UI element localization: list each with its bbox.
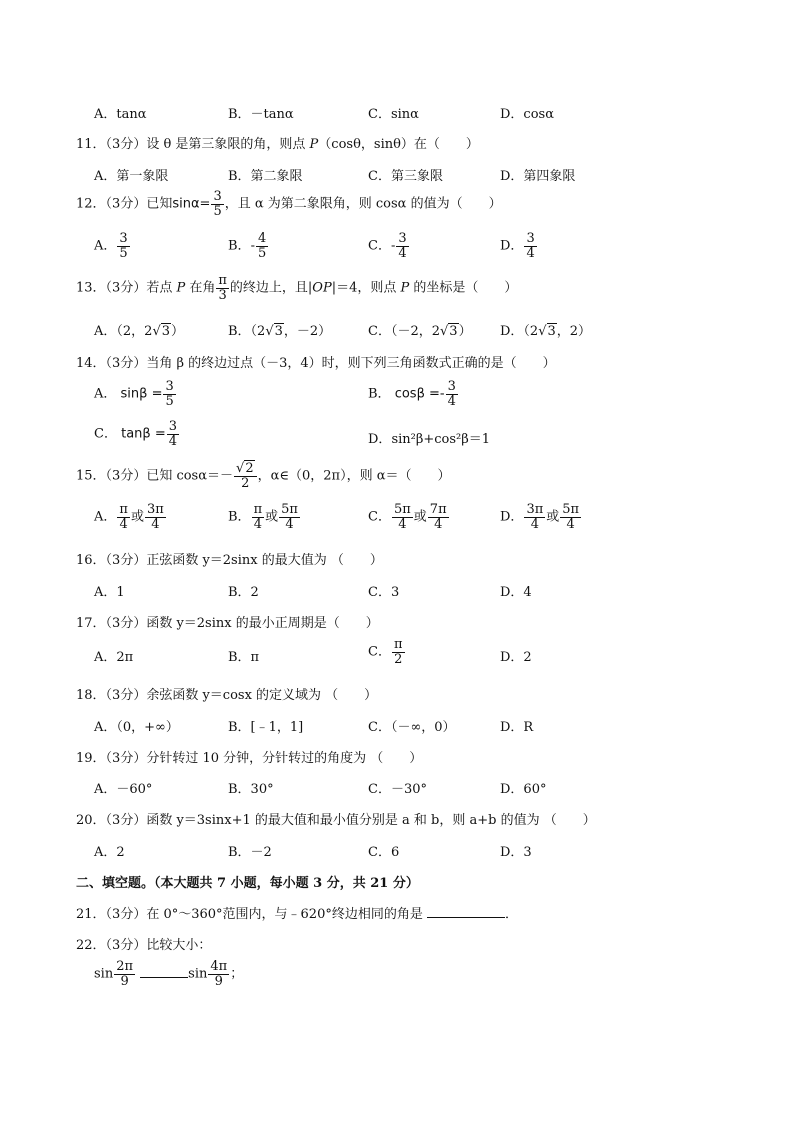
q14-options-row2 [94, 420, 734, 460]
q12-c-sign: - [390, 238, 396, 254]
q13-a-post: ） [171, 324, 185, 339]
q15-stem [76, 462, 451, 490]
q15-option-c [368, 503, 450, 531]
q15-b-n2: 5π [281, 502, 298, 517]
q15-a-d1: 4 [119, 516, 128, 532]
q12-d-num: 3 [526, 231, 535, 246]
q12-a-label: A． [94, 238, 117, 254]
q22-sin-1: sin [94, 966, 114, 982]
q13-p2: P [400, 280, 410, 296]
q14-c-den: 4 [168, 433, 177, 449]
q14-options-row1 [94, 380, 734, 420]
q13-a-pre: A．（2，2 [94, 324, 153, 339]
q13-option-a [94, 320, 184, 339]
q13-options [94, 320, 734, 344]
q18-option-a: A．（0，+∞） [94, 720, 179, 735]
q14-b-fn: cosβ =- [394, 386, 445, 402]
q15-c-or: 或 [413, 509, 427, 525]
q11-option-c: C．第三象限 [368, 169, 443, 184]
q17-options [94, 638, 734, 674]
q15-d-n2: 5π [562, 502, 580, 517]
q15-c-n2: 7π [429, 502, 447, 517]
q14-b-label: B． [368, 386, 391, 402]
q18-option-b: B．[﹣1，1] [228, 720, 304, 735]
q19-options [94, 778, 734, 802]
q12-option-b [228, 232, 269, 260]
q12-option-a [94, 232, 131, 260]
q15-b-f1 [252, 503, 265, 531]
q20-option-b: B．－2 [228, 845, 272, 860]
q14-c-fn: tanβ = [121, 426, 166, 442]
q14-b-den: 4 [447, 393, 456, 409]
q14-a-frac [163, 380, 175, 408]
q20-stem: 20．（3分）函数 y＝3sinx+1 的最大值和最小值分别是 a 和 b，则 a+b 的值为 （ ） [76, 813, 596, 828]
q12-option-c [368, 232, 410, 260]
q15-option-b [228, 503, 301, 531]
q22-end: ； [230, 966, 244, 982]
q14-option-a [94, 380, 177, 408]
q15-d-f2 [560, 503, 581, 531]
q22-sin-2: sin [188, 966, 208, 982]
q22-frac-1 [114, 960, 135, 988]
q22-expression [94, 960, 243, 988]
q15-a-label: A． [94, 509, 117, 525]
q15-d-d2: 4 [566, 516, 575, 532]
q13-d-post: ，2） [556, 324, 592, 339]
q11-option-a: A．第一象限 [94, 169, 169, 184]
q15-c-n1: 5π [393, 502, 411, 517]
q15-d-label: D． [500, 509, 524, 525]
q13-option-b [228, 320, 331, 339]
q20-option-c: C．6 [368, 845, 400, 860]
q15-rad: 2 [245, 461, 254, 476]
q21-stem [76, 903, 518, 922]
q21-answer-blank[interactable] [427, 917, 505, 918]
q12-c-den: 4 [398, 245, 407, 261]
q11-options [94, 165, 734, 189]
q14-c-num: 3 [168, 419, 177, 434]
q12-fraction [211, 190, 223, 218]
q19-option-b: B．30° [228, 782, 274, 797]
q13-d-pre: D．（2 [500, 324, 539, 339]
q15-frac [234, 462, 257, 490]
q13-option-c [368, 320, 472, 339]
q12-d-den: 4 [526, 245, 535, 261]
q11-stem [76, 133, 479, 152]
q12-stem [76, 190, 502, 218]
q22-n1: 2π [116, 959, 134, 974]
q13-b-pre: B．（2 [228, 324, 266, 339]
q15-text-b: ，α∈（0，2π），则 α＝（ ） [257, 468, 451, 484]
q12-a-frac [117, 232, 129, 260]
q12-c-label: C． [368, 238, 391, 254]
q16-option-c: C．3 [368, 585, 400, 600]
q12-d-label: D． [500, 238, 524, 254]
q11-point: P [309, 137, 319, 152]
q16-option-a: A．1 [94, 585, 125, 600]
q13-text-a: 13．（3分）若点 [76, 280, 177, 296]
q13-option-d [500, 320, 591, 339]
q15-c-label: C． [368, 509, 391, 525]
q15-den: 2 [241, 475, 250, 491]
q16-options [94, 581, 734, 605]
q15-c-d2: 4 [434, 516, 443, 532]
q12-b-num: 4 [257, 231, 267, 246]
q14-b-frac [446, 380, 458, 408]
q15-a-n2: 3π [146, 502, 164, 517]
q15-a-n1: π [119, 502, 128, 517]
q12-num: 3 [213, 189, 222, 204]
q17-c-den: 2 [394, 651, 403, 667]
q10-option-a: A．tanα [94, 107, 147, 122]
q12-options [94, 231, 734, 261]
q21-end: ． [504, 907, 518, 922]
q17-c-frac [392, 638, 405, 666]
q13-p: P [176, 280, 186, 296]
q13-c-pre: C．（－2，2 [368, 324, 440, 339]
q12-b-den: 5 [257, 245, 267, 261]
q15-b-d1: 4 [253, 516, 262, 532]
q13-b-sqrt: √3 [265, 324, 283, 339]
q12-den: 5 [213, 203, 222, 219]
q15-b-label: B． [228, 509, 251, 525]
q12-eq: = [199, 196, 211, 212]
q10-option-c: C．sinα [368, 107, 419, 122]
q22-answer-blank[interactable] [140, 977, 188, 978]
q17-c-label: C． [368, 644, 391, 660]
q18-options [94, 716, 734, 740]
q13-text-b: 在角 [185, 280, 216, 296]
q13-a-sqrt: √3 [152, 324, 171, 339]
q13-op: OP [312, 280, 332, 296]
q14-option-b [368, 380, 459, 408]
q12-stem-text-2: ，且 α 为第二象限角，则 cosα 的值为（ ） [224, 196, 502, 212]
q15-options [94, 503, 734, 539]
q12-option-d [500, 232, 538, 260]
q19-option-a: A．－60° [94, 782, 153, 797]
q15-a-or: 或 [130, 509, 144, 525]
q15-c-f2 [428, 503, 449, 531]
q14-a-fn: sinβ = [120, 386, 163, 402]
q15-b-or: 或 [265, 509, 279, 525]
q15-d-n1: 3π [526, 502, 544, 517]
q10-options [94, 103, 734, 127]
q15-option-a [94, 503, 167, 531]
q14-stem: 14．（3分）当角 β 的终边过点（－3，4）时，则下列三角函数式正确的是（ ） [76, 356, 556, 371]
q22-frac-2 [208, 960, 229, 988]
q13-c-rad: 3 [449, 324, 458, 339]
q18-option-d: D．R [500, 720, 534, 735]
section-fill-in-title: 二、填空题。（本大题共 7 小题，每小题 3 分，共 21 分） [76, 876, 419, 891]
q14-c-frac [167, 420, 179, 448]
q12-a-den: 5 [119, 245, 128, 261]
q20-option-d: D．3 [500, 845, 532, 860]
q13-text-d: |＝4，则点 [331, 280, 401, 296]
q14-c-label: C． [94, 426, 117, 442]
q22-d2: 9 [214, 973, 223, 989]
q13-d-sqrt: √3 [538, 324, 556, 339]
q17-option-c [368, 638, 406, 666]
q12-stem-text: 12．（3分）已知 [76, 196, 173, 212]
q14-option-d [368, 428, 490, 447]
q13-den: 3 [218, 287, 227, 303]
q19-stem: 19．（3分）分针转过 10 分钟，分针转过的角度为 （ ） [76, 751, 423, 766]
q14-d-text: sin²β+cos²β＝1 [391, 432, 491, 447]
q13-text-e: 的坐标是（ ） [409, 280, 518, 296]
q13-b-rad: 3 [274, 324, 283, 339]
q11-stem-text: 11．（3分）设 θ 是第三象限的角，则点 [76, 137, 310, 152]
q13-stem [76, 274, 517, 302]
q11-stem-text-2: （cosθ，sinθ）在（ ） [318, 137, 479, 152]
q16-option-d: D．4 [500, 585, 532, 600]
q20-options [94, 841, 734, 865]
q12-sin: sinα [172, 196, 200, 212]
q10-option-d: D．cosα [500, 107, 554, 122]
q12-a-num: 3 [119, 231, 128, 246]
q14-a-den: 5 [165, 393, 174, 409]
q15-b-d2: 4 [285, 516, 294, 532]
q15-a-d2: 4 [151, 516, 160, 532]
q15-c-f1 [392, 503, 413, 531]
q14-a-label: A． [94, 386, 117, 402]
q22-stem: 22．（3分）比较大小： [76, 938, 212, 953]
q15-b-f2 [279, 503, 300, 531]
q12-b-sign: - [250, 238, 255, 254]
q19-option-d: D．60° [500, 782, 547, 797]
q16-stem: 16．（3分）正弦函数 y＝2sinx 的最大值为 （ ） [76, 553, 383, 568]
q22-d1: 9 [120, 973, 129, 989]
q14-d-label: D． [368, 432, 392, 447]
q17-option-d: D．2 [500, 650, 532, 665]
q11-option-b: B．第二象限 [228, 169, 303, 184]
q15-a-f2 [145, 503, 166, 531]
q15-num: √2 [234, 462, 257, 477]
q11-option-d: D．第四象限 [500, 169, 576, 184]
q15-a-f1 [117, 503, 130, 531]
q13-b-post: ，－2） [283, 324, 332, 339]
q15-d-f1 [524, 503, 545, 531]
q17-option-a: A．2π [94, 650, 134, 665]
q12-c-frac [396, 232, 408, 260]
q22-n2: 4π [210, 959, 228, 974]
q18-stem: 18．（3分）余弦函数 y＝cosx 的定义域为 （ ） [76, 688, 378, 703]
q14-option-c [94, 420, 180, 448]
q13-text-c: 的终边上，且| [229, 280, 313, 296]
q14-a-num: 3 [165, 379, 174, 394]
q18-option-c: C．（－∞，0） [368, 720, 456, 735]
q15-option-d [500, 503, 582, 531]
q12-c-num: 3 [398, 231, 407, 246]
q13-a-rad: 3 [161, 324, 171, 339]
q20-option-a: A．2 [94, 845, 125, 860]
q15-c-d1: 4 [398, 516, 407, 532]
q19-option-c: C．－30° [368, 782, 427, 797]
q17-c-num: π [393, 637, 403, 652]
q13-c-post: ） [458, 324, 472, 339]
q21-text: 21．（3分）在 0°～360°范围内，与﹣620°终边相同的角是 [76, 907, 423, 922]
q13-num: π [218, 273, 227, 288]
q16-option-b: B．2 [228, 585, 259, 600]
q13-frac [216, 274, 229, 302]
q12-b-frac [256, 232, 268, 260]
q15-d-d1: 4 [530, 516, 539, 532]
q12-b-label: B． [228, 238, 251, 254]
q12-d-frac [524, 232, 536, 260]
q15-text-a: 15．（3分）已知 cosα＝－ [76, 468, 234, 484]
q14-b-num: 3 [447, 379, 456, 394]
q13-c-sqrt: √3 [440, 324, 458, 339]
q10-option-b: B．－tanα [228, 107, 294, 122]
q17-option-b: B．π [228, 650, 260, 665]
q15-b-n1: π [253, 502, 263, 517]
q17-stem: 17．（3分）函数 y＝2sinx 的最小正周期是（ ） [76, 616, 379, 631]
q15-d-or: 或 [546, 509, 560, 525]
q13-d-rad: 3 [547, 324, 556, 339]
